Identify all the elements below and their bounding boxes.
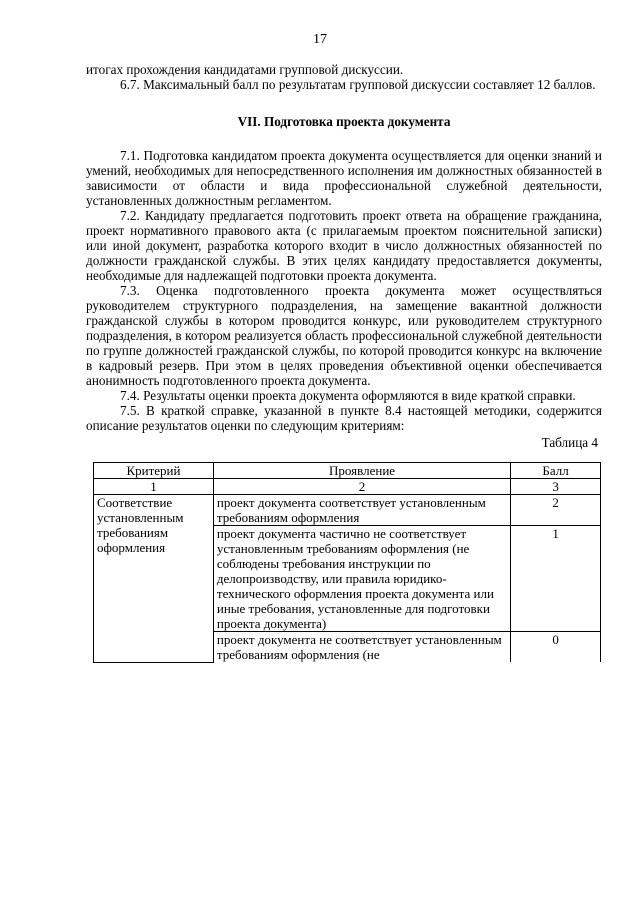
score-cell: 0	[511, 632, 601, 663]
criterion-cell: Соответствие установленным требованиям оформления	[94, 495, 214, 663]
manifestation-cell: проект документа не соответствует установленным требованиям оформления (не	[213, 632, 510, 663]
page-number: 17	[313, 32, 327, 47]
manifestation-cell: проект документа частично не соответствует установленным требованиям оформления (не соблюдены требования инструкции по делопроизводству, или правила юридико-технического оформления проекта документа или иные требования, установленные для подготовки проекта документа)	[213, 526, 510, 632]
table-number-row	[94, 479, 601, 495]
criteria-table	[93, 462, 601, 663]
paragraph-7-5: 7.5. В краткой справке, указанной в пункте 8.4 настоящей методики, содержится описание результатов оценки по следующим критериям:	[86, 403, 602, 433]
score-cell: 1	[511, 526, 601, 632]
paragraph-6-7: 6.7. Максимальный балл по результатам групповой дискуссии составляет 12 баллов.	[120, 77, 596, 92]
header-criterion: Критерий	[94, 463, 214, 479]
table-row	[94, 495, 601, 526]
paragraph-7-3: 7.3. Оценка подготовленного проекта документа может осуществляться руководителем структурного подразделения, на замещение вакантной должности гражданской службы в котором проводится конкурс, или руководителем структурного подразделения, в котором реализуется область профессиональной служебной деятельности по группе должностей гражданской службы, по которой проводится конкурс на включение в кадровый резерв. При этом в целях проведения объективной оценки обеспечивается анонимность подготовленного проекта документа.	[86, 283, 602, 388]
paragraph-continuation: итогах прохождения кандидатами групповой дискуссии.	[86, 62, 404, 77]
paragraph-7-1: 7.1. Подготовка кандидатом проекта документа осуществляется для оценки знаний и умений, необходимых для непосредственного исполнения им должностных обязанностей в зависимости от области и вида профессиональной служебной деятельности, установленных должностным регламентом.	[86, 148, 602, 208]
manifestation-cell: проект документа соответствует установленным требованиям оформления	[213, 495, 510, 526]
score-cell: 2	[511, 495, 601, 526]
header-score: Балл	[511, 463, 601, 479]
document-body	[86, 62, 602, 663]
table-caption: Таблица 4	[541, 435, 598, 450]
section-title: VII. Подготовка проекта документа	[237, 114, 451, 129]
column-number: 1	[94, 479, 214, 495]
column-number: 2	[213, 479, 510, 495]
header-manifestation: Проявление	[213, 463, 510, 479]
paragraph-7-2: 7.2. Кандидату предлагается подготовить проект ответа на обращение гражданина, проект нормативного правового акта (с прилагаемым проектом пояснительной записки) или иной документ, разработка которого входит в число должностных обязанностей по должности гражданской службы. В этих целях кандидату предоставляется документы, необходимые для надлежащей подготовки проекта документа.	[86, 208, 602, 283]
column-number: 3	[511, 479, 601, 495]
paragraph-7-4: 7.4. Результаты оценки проекта документа оформляются в виде краткой справки.	[120, 388, 576, 403]
table-header-row	[94, 463, 601, 479]
